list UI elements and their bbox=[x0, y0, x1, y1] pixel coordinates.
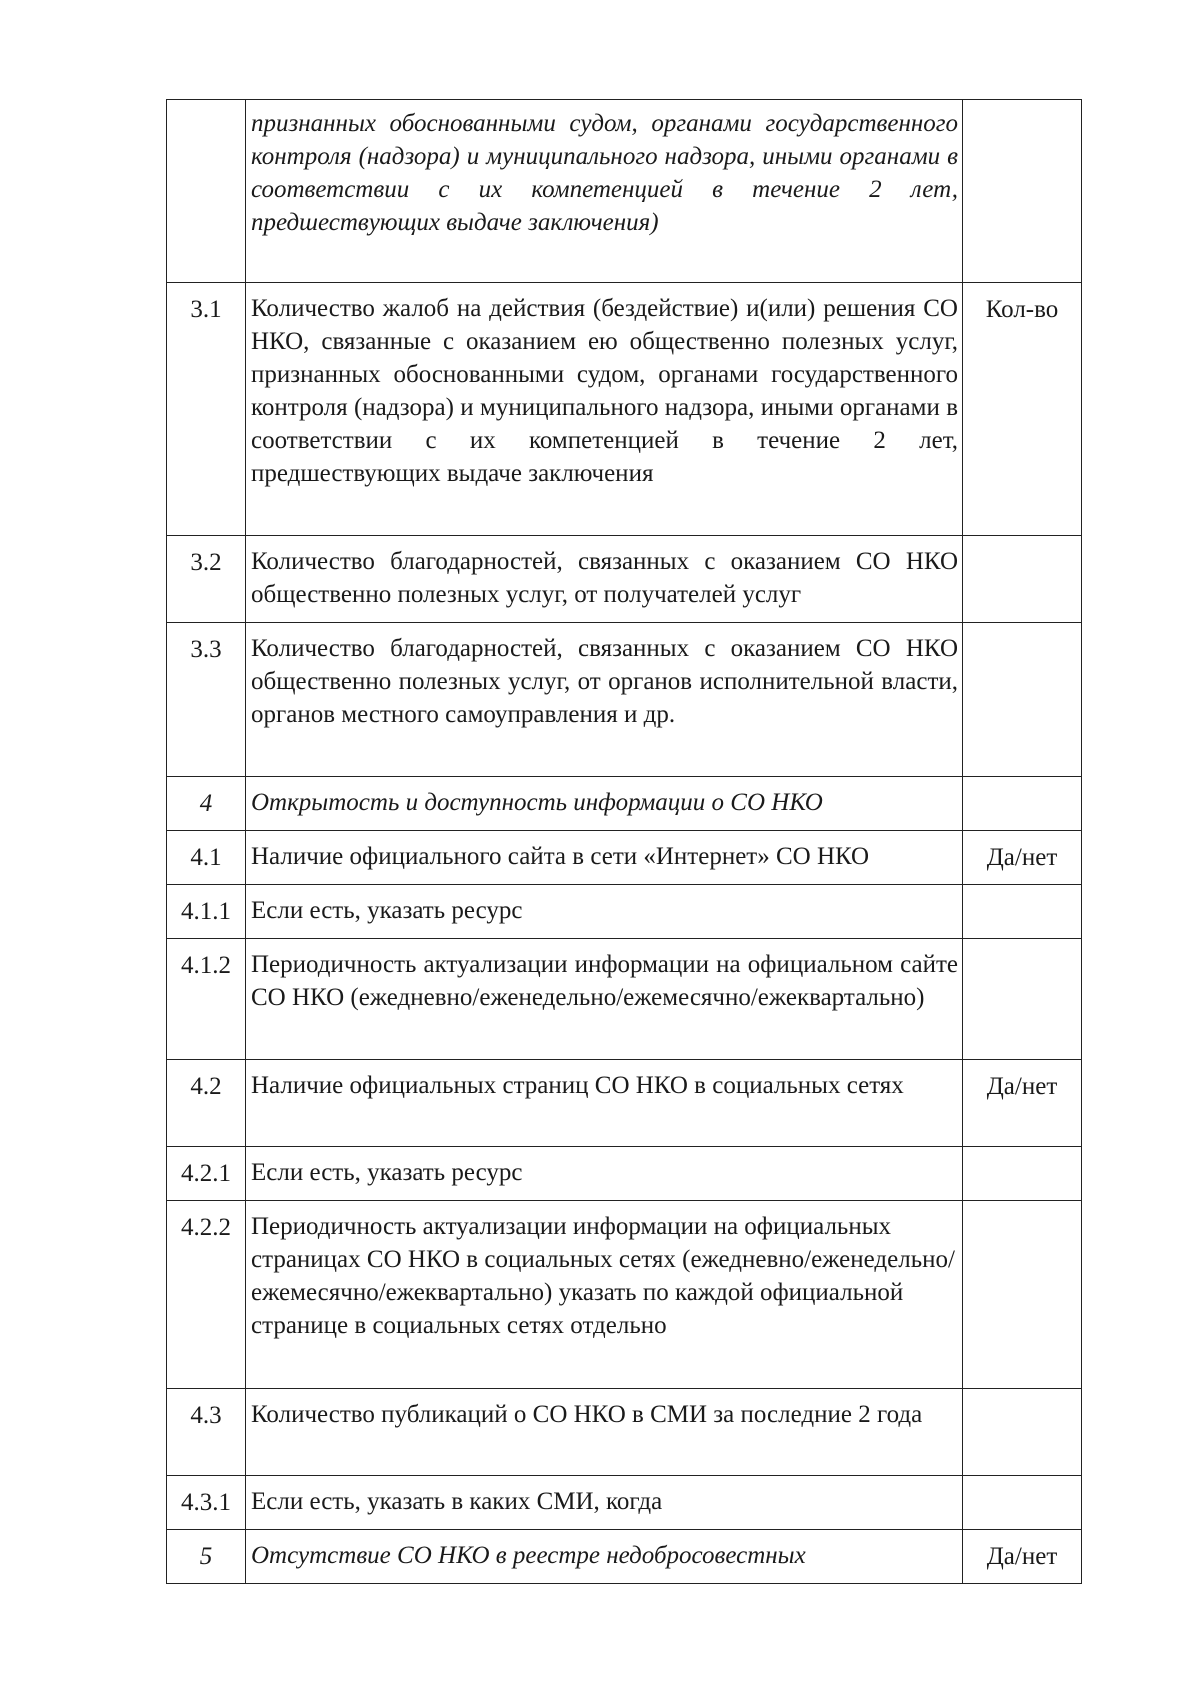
row-description: Если есть, указать в каких СМИ, когда bbox=[246, 1476, 963, 1530]
row-number: 4.1.2 bbox=[167, 939, 246, 1060]
row-unit bbox=[963, 1476, 1082, 1530]
row-number: 4 bbox=[167, 777, 246, 831]
table-row bbox=[167, 283, 1082, 536]
row-unit bbox=[963, 536, 1082, 623]
row-number: 3.3 bbox=[167, 623, 246, 777]
row-description: признанных обоснованными судом, органами государственного контроля (надзора) и муниципального надзора, иными органами в соответствии с их компетенцией в течение 2 лет, предшествующих выдаче заключения) bbox=[246, 100, 963, 283]
table-row bbox=[167, 885, 1082, 939]
row-unit bbox=[963, 777, 1082, 831]
row-number: 4.2.2 bbox=[167, 1201, 246, 1389]
row-unit bbox=[963, 100, 1082, 283]
row-description: Количество благодарностей, связанных с оказанием СО НКО общественно полезных услуг, от органов исполнительной власти, органов местного самоуправления и др. bbox=[246, 623, 963, 777]
criteria-table bbox=[166, 99, 1082, 1584]
row-description: Если есть, указать ресурс bbox=[246, 1147, 963, 1201]
row-description: Количество благодарностей, связанных с оказанием СО НКО общественно полезных услуг, от получателей услуг bbox=[246, 536, 963, 623]
table-row bbox=[167, 1147, 1082, 1201]
row-description: Если есть, указать ресурс bbox=[246, 885, 963, 939]
table-row bbox=[167, 100, 1082, 283]
table-row bbox=[167, 623, 1082, 777]
table-row bbox=[167, 1389, 1082, 1476]
row-number: 4.3 bbox=[167, 1389, 246, 1476]
row-number: 4.3.1 bbox=[167, 1476, 246, 1530]
row-number: 3.1 bbox=[167, 283, 246, 536]
row-number bbox=[167, 100, 246, 283]
table-row bbox=[167, 777, 1082, 831]
row-description: Наличие официальных страниц СО НКО в социальных сетях bbox=[246, 1060, 963, 1147]
table-row bbox=[167, 939, 1082, 1060]
row-description: Периодичность актуализации информации на официальном сайте СО НКО (ежедневно/еженедельно/ежемесячно/ежеквартально) bbox=[246, 939, 963, 1060]
row-description: Периодичность актуализации информации на официальных страницах СО НКО в социальных сетях (ежедневно/еженедельно/ежемесячно/ежеквартально) указать по каждой официальной странице в социальных сетях отдельно bbox=[246, 1201, 963, 1389]
row-number: 4.2 bbox=[167, 1060, 246, 1147]
row-number: 5 bbox=[167, 1530, 246, 1584]
row-unit bbox=[963, 1201, 1082, 1389]
row-unit: Да/нет bbox=[963, 831, 1082, 885]
row-unit bbox=[963, 623, 1082, 777]
row-unit: Кол-во bbox=[963, 283, 1082, 536]
table-row bbox=[167, 1201, 1082, 1389]
table-row bbox=[167, 1060, 1082, 1147]
row-number: 4.1.1 bbox=[167, 885, 246, 939]
table-row bbox=[167, 1530, 1082, 1584]
row-unit: Да/нет bbox=[963, 1530, 1082, 1584]
row-number: 4.1 bbox=[167, 831, 246, 885]
row-number: 4.2.1 bbox=[167, 1147, 246, 1201]
row-unit bbox=[963, 1147, 1082, 1201]
row-number: 3.2 bbox=[167, 536, 246, 623]
row-unit bbox=[963, 939, 1082, 1060]
row-description: Количество публикаций о СО НКО в СМИ за последние 2 года bbox=[246, 1389, 963, 1476]
row-description: Отсутствие СО НКО в реестре недобросовестных bbox=[246, 1530, 963, 1584]
row-description: Наличие официального сайта в сети «Интернет» СО НКО bbox=[246, 831, 963, 885]
row-unit: Да/нет bbox=[963, 1060, 1082, 1147]
row-description: Открытость и доступность информации о СО НКО bbox=[246, 777, 963, 831]
row-unit bbox=[963, 885, 1082, 939]
table-row bbox=[167, 831, 1082, 885]
row-description: Количество жалоб на действия (бездействие) и(или) решения СО НКО, связанные с оказанием ею общественно полезных услуг, признанных обоснованными судом, органами государственного контроля (надзора) и муниципального надзора, иными органами в соответствии с их компетенцией в течение 2 лет, предшествующих выдаче заключения bbox=[246, 283, 963, 536]
table-row bbox=[167, 1476, 1082, 1530]
row-unit bbox=[963, 1389, 1082, 1476]
table-row bbox=[167, 536, 1082, 623]
